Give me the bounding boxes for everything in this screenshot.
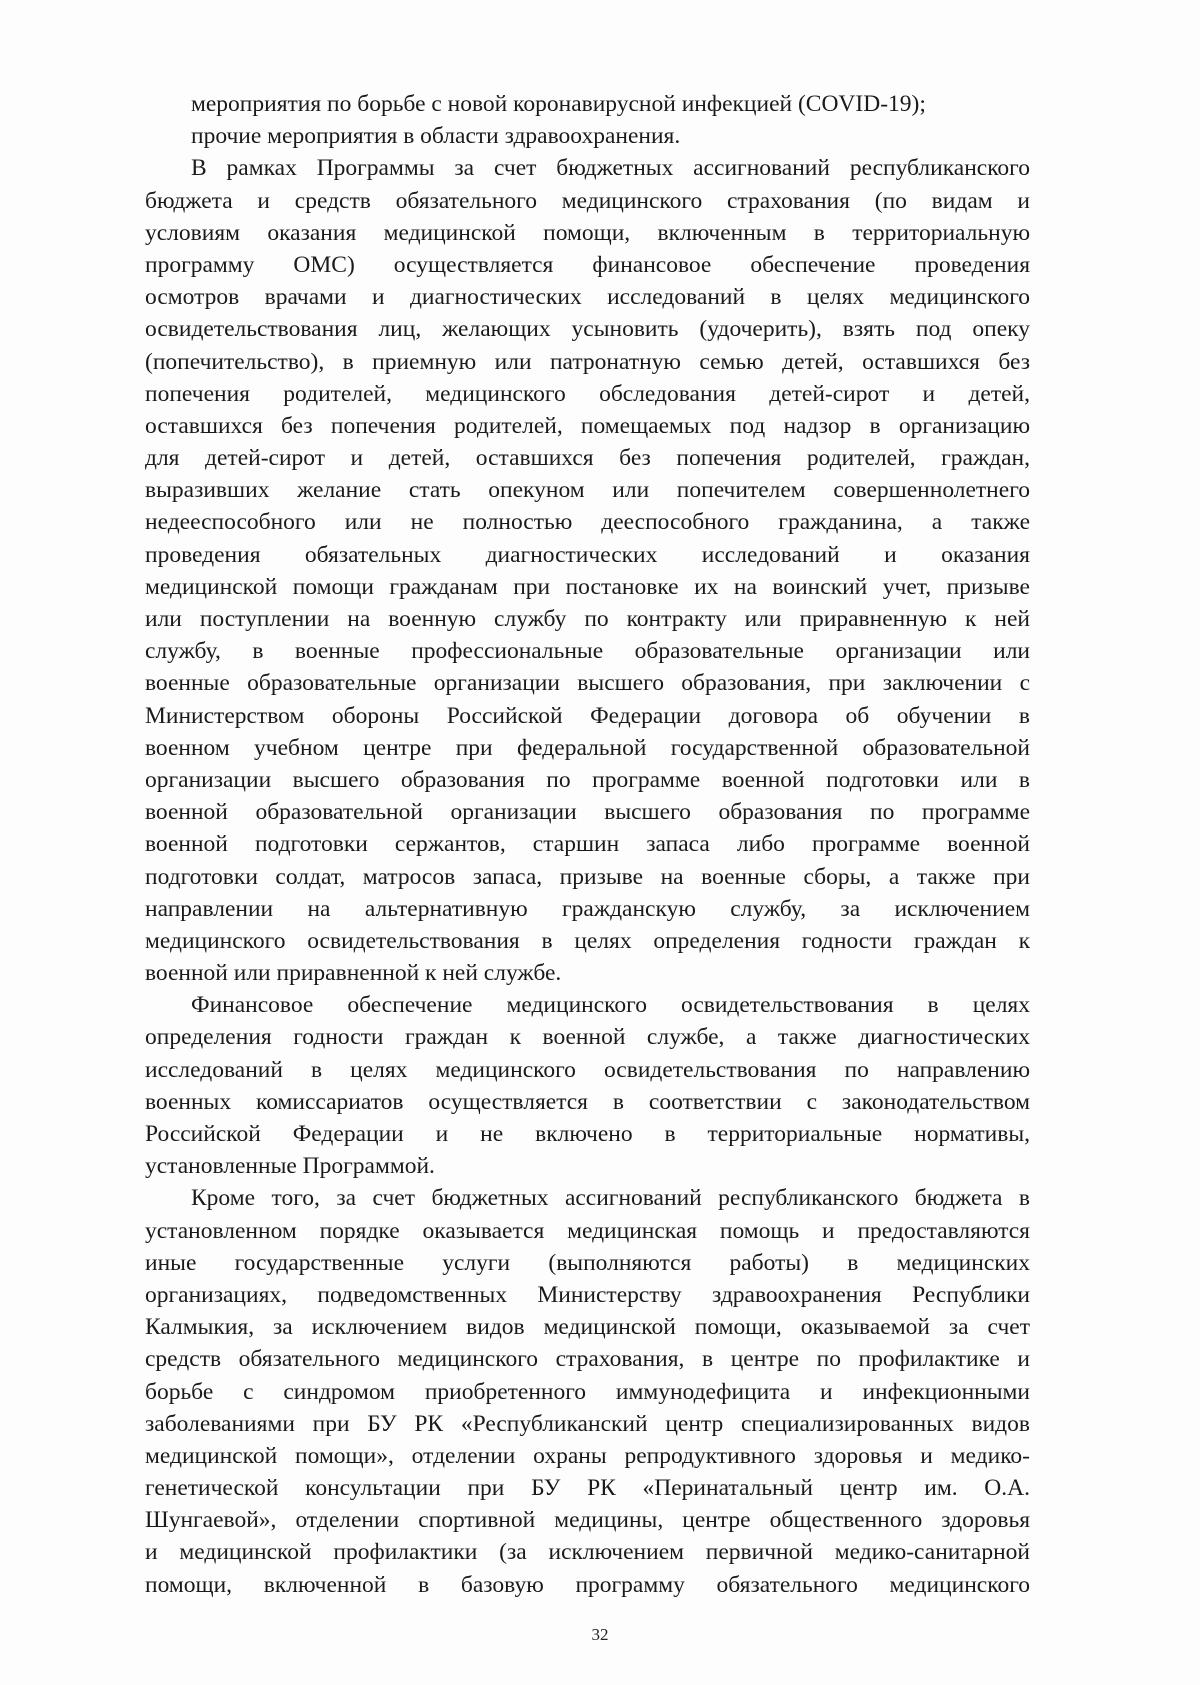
paragraph-1-line: военном учебном центре при федеральной государственной образовательной	[145, 734, 1030, 761]
paragraph-2-line: установленные Программой.	[145, 1153, 435, 1180]
paragraph-1-line: или поступлении на военную службу по контракту или приравненную к ней	[145, 606, 1030, 632]
paragraph-3-line: средств обязательного медицинского страхования, в центре по профилактике и	[145, 1346, 1030, 1373]
paragraph-1-line: медицинской помощи гражданам при постановке их на воинский учет, призыве	[145, 573, 1030, 600]
page-number: 32	[591, 1625, 609, 1644]
paragraph-1-line: оставшихся без попечения родителей, помещаемых под надзор в организацию	[145, 412, 1030, 439]
intro-line: прочие мероприятия в области здравоохранения.	[191, 123, 681, 150]
paragraph-1-line: В рамках Программы за счет бюджетных ассигнований республиканского	[191, 155, 1030, 182]
document-body	[145, 88, 1030, 1601]
paragraph-1-line: военные образовательные организации высшего образования, при заключении с	[145, 670, 1030, 697]
paragraph-1-line: военной образовательной организации высшего образования по программе	[145, 799, 1030, 826]
paragraph-2-line: определения годности граждан к военной службе, а также диагностических	[145, 1024, 1030, 1051]
paragraph-3-line: установленном порядке оказывается медицинская помощь и предоставляются	[145, 1217, 1030, 1244]
paragraph-1-line: освидетельствования лиц, желающих усыновить (удочерить), взять под опеку	[145, 316, 1030, 343]
paragraph-3-line: организациях, подведомственных Министерству здравоохранения Республики	[145, 1281, 1030, 1308]
paragraph-3-line: борьбе с синдромом приобретенного иммунодефицита и инфекционными	[145, 1378, 1030, 1405]
paragraph-3-line: медицинской помощи», отделении охраны репродуктивного здоровья и медико-	[145, 1442, 1030, 1469]
paragraph-1-line: медицинского освидетельствования в целях определения годности граждан к	[145, 927, 1030, 954]
paragraph-3-line: иные государственные услуги (выполняются работы) в медицинских	[145, 1249, 1030, 1276]
paragraph-1-line: подготовки солдат, матросов запаса, призыве на военные сборы, а также при	[145, 863, 1030, 890]
paragraph-1-line: проведения обязательных диагностических исследований и оказания	[145, 541, 1030, 568]
paragraph-1-line: выразивших желание стать опекуном или попечителем совершеннолетнего	[145, 477, 1030, 504]
paragraph-1-line: направлении на альтернативную гражданскую службу, за исключением	[145, 895, 1030, 922]
paragraph-1-line: бюджета и средств обязательного медицинского страхования (по видам и	[145, 187, 1030, 214]
intro-line: мероприятия по борьбе с новой коронавирусной инфекцией (COVID-19);	[191, 91, 926, 117]
paragraph-2-line: военных комиссариатов осуществляется в соответствии с законодательством	[145, 1088, 1030, 1115]
paragraph-3-line: Шунгаевой», отделении спортивной медицины, центре общественного здоровья	[145, 1507, 1030, 1534]
paragraph-1-line: программу ОМС) осуществляется финансовое обеспечение проведения	[145, 251, 1030, 278]
paragraph-3-line: и медицинской профилактики (за исключением первичной медико-санитарной	[145, 1539, 1030, 1566]
paragraph-1-line: военной подготовки сержантов, старшин запаса либо программе военной	[145, 831, 1030, 858]
paragraph-3-line: помощи, включенной в базовую программу обязательного медицинского	[145, 1571, 1030, 1598]
paragraph-3-line: генетической консультации при БУ РК «Перинатальный центр им. О.А.	[145, 1475, 1030, 1502]
paragraph-1-line: осмотров врачами и диагностических исследований в целях медицинского	[145, 284, 1030, 311]
paragraph-1-line: службу, в военные профессиональные образовательные организации или	[145, 638, 1030, 665]
paragraph-1-line: для детей-сирот и детей, оставшихся без попечения родителей, граждан,	[145, 445, 1030, 472]
paragraph-1-line: попечения родителей, медицинского обследования детей-сирот и детей,	[145, 380, 1030, 407]
paragraph-2-line: Российской Федерации и не включено в территориальные нормативы,	[145, 1121, 1030, 1147]
paragraph-1-line: Министерством обороны Российской Федерации договора об обучении в	[145, 702, 1030, 729]
paragraph-1-line: организации высшего образования по программе военной подготовки или в	[145, 766, 1030, 793]
paragraph-1-line: недееспособного или не полностью дееспособного гражданина, а также	[145, 509, 1030, 536]
paragraph-3-line: заболеваниями при БУ РК «Республиканский центр специализированных видов	[145, 1410, 1030, 1437]
paragraph-3-line: Калмыкия, за исключением видов медицинской помощи, оказываемой за счет	[145, 1314, 1030, 1341]
paragraph-2-line: Финансовое обеспечение медицинского освидетельствования в целях	[191, 992, 1030, 1019]
paragraph-1-line: военной или приравненной к ней службе.	[145, 960, 562, 987]
paragraph-1-line: условиям оказания медицинской помощи, включенным в территориальную	[145, 219, 1030, 246]
paragraph-2-line: исследований в целях медицинского освидетельствования по направлению	[145, 1056, 1030, 1083]
paragraph-1-line: (попечительство), в приемную или патронатную семью детей, оставшихся без	[145, 348, 1030, 375]
paragraph-3-line: Кроме того, за счет бюджетных ассигнований республиканского бюджета в	[191, 1185, 1030, 1212]
